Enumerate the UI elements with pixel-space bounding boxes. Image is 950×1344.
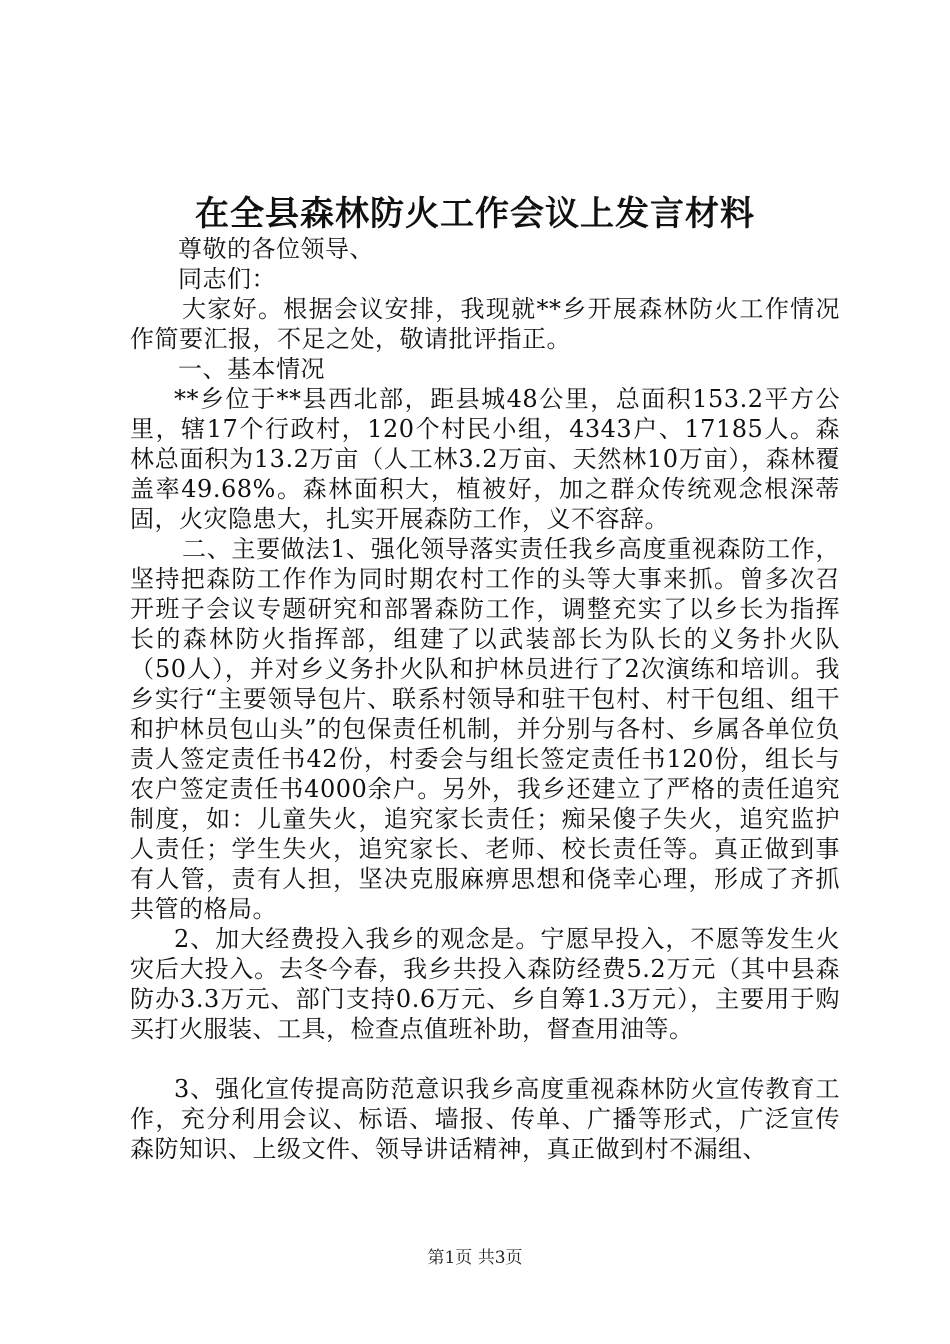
document-title: 在全县森林防火工作会议上发言材料	[195, 194, 755, 234]
document-body	[130, 234, 840, 1164]
main-practices-paragraph: 二、主要做法1、强化领导落实责任我乡高度重视森防工作，坚持把森防工作作为同时期农村工作的头等大事来抓。曾多次召开班子会议专题研究和部署森防工作，调整充实了以乡长为指挥长的森林防火指挥部，组建了以武装部长为队长的义务扑火队（50人），并对乡义务扑火队和护林员进行了2次演练和培训。我乡实行“主要领导包片、联系村领导和驻干包村、村干包组、组干和护林员包山头”的包保责任机制，并分别与各村、乡属各单位负责人签定责任书42份，村委会与组长签定责任书120份，组长与农户签定责任书4000余户。另外，我乡还建立了严格的责任追究制度，如：儿童失火，追究家长责任；痴呆傻子失火，追究监护人责任；学生失火，追究家长、老师、校长责任等。真正做到事有人管，责有人担，坚决克服麻痹思想和侥幸心理，形成了齐抓共管的格局。	[130, 535, 840, 923]
basic-situation-paragraph: **乡位于**县西北部，距县城48公里，总面积153.2平方公里，辖17个行政村，120个村民小组，4343户、17185人。森林总面积为13.2万亩（人工林3.2万亩、天然林10万亩），森林覆盖率49.68%。森林面积大，植被好，加之群众传统观念根深蒂固，火灾隐患大，扎实开展森防工作，义不容辞。	[130, 385, 840, 533]
publicity-paragraph: 3、强化宣传提高防范意识我乡高度重视森林防火宣传教育工作，充分利用会议、标语、墙报、传单、广播等形式，广泛宣传森防知识、上级文件、领导讲话精神，真正做到村不漏组、	[130, 1075, 840, 1163]
section-heading-basic-situation: 一、基本情况	[178, 355, 325, 383]
salutation-line-2: 同志们：	[178, 265, 276, 293]
salutation-line-1: 尊敬的各位领导、	[178, 235, 374, 263]
funding-paragraph: 2、加大经费投入我乡的观念是。宁愿早投入，不愿等发生火灾后大投入。去冬今春，我乡共投入森防经费5.2万元（其中县森防办3.3万元、部门支持0.6万元、乡自筹1.3万元），主要用于购买打火服装、工具，检查点值班补助，督查用油等。	[130, 925, 840, 1043]
opening-paragraph: 大家好。根据会议安排，我现就**乡开展森林防火工作情况作简要汇报，不足之处，敬请批评指正。	[130, 295, 840, 353]
page-footer: 第1页 共3页	[427, 1248, 523, 1268]
